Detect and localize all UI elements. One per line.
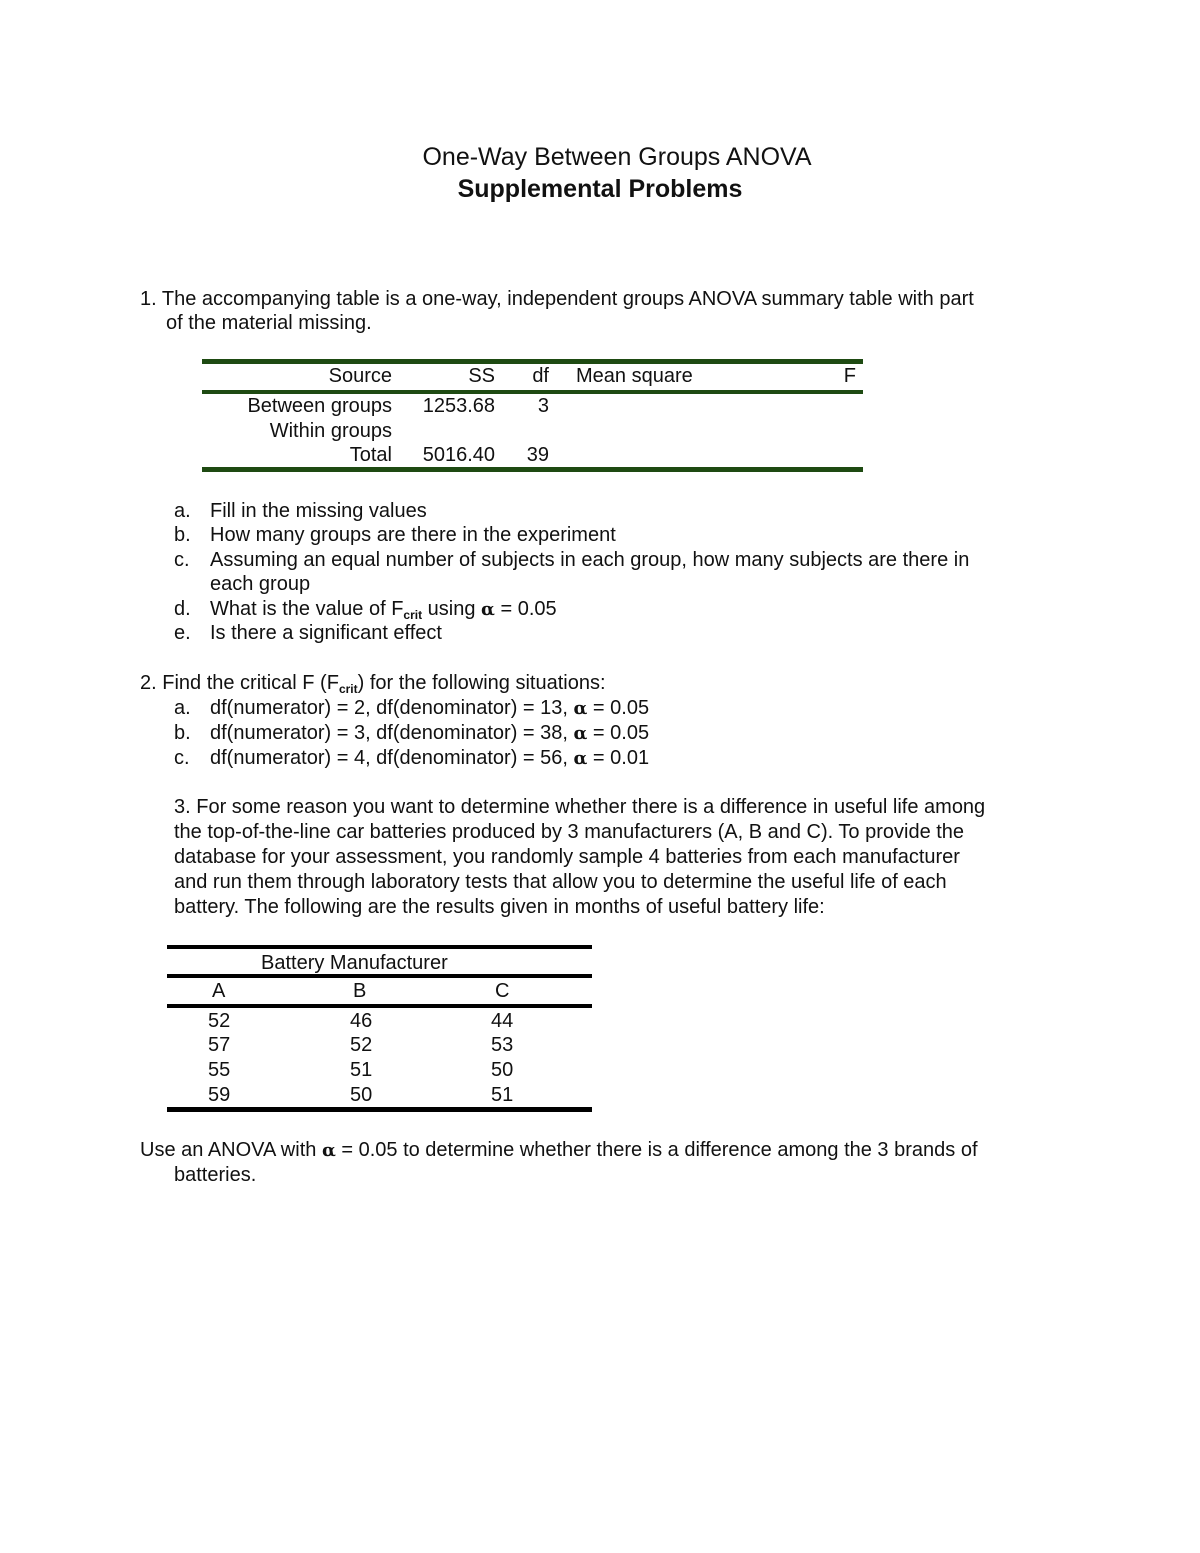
table-cell: 46: [350, 1010, 373, 1032]
table-cell: 55: [208, 1059, 231, 1081]
problem3-line1: 3. For some reason you want to determine whether there is a difference in useful life among: [174, 796, 986, 818]
problem2-a-pre: df(numerator) = 2, df(denominator) = 13,: [210, 697, 574, 719]
question-b-text: How many groups are there in the experiment: [210, 524, 616, 546]
problem2-c-letter: c.: [174, 747, 190, 769]
table-cell: 57: [208, 1034, 231, 1056]
question-b-letter: b.: [174, 524, 191, 546]
question-d-post: = 0.05: [494, 598, 557, 620]
problem2-c-alpha: α: [573, 748, 588, 769]
problem2-a-alpha: α: [573, 698, 588, 719]
question-d-subscript: crit: [403, 608, 423, 622]
header-ss: SS: [468, 365, 495, 387]
row-between-df: 3: [537, 395, 549, 417]
question-d-pre: What is the value of F: [210, 598, 404, 620]
table-top-rule: [202, 359, 863, 364]
problem3-line3: database for your assessment, you randomly sample 4 batteries from each manufacturer: [174, 846, 960, 868]
question-d-alpha: α: [481, 599, 495, 620]
problem2-intro-post: ) for the following situations:: [357, 672, 606, 694]
header-mean-square: Mean square: [576, 365, 693, 387]
closing-pre: Use an ANOVA with: [140, 1139, 322, 1161]
header-f: F: [843, 365, 856, 387]
question-d-letter: d.: [174, 598, 191, 620]
problem2-intro-subscript: crit: [338, 682, 358, 696]
problem2-a-post: = 0.05: [587, 697, 650, 719]
row-between-source: Between groups: [247, 395, 392, 417]
battery-group-header: Battery Manufacturer: [261, 952, 448, 974]
closing-post: = 0.05 to determine whether there is a difference among the 3 brands of: [335, 1139, 978, 1161]
battery-group-rule: [167, 974, 592, 978]
battery-col-a: A: [212, 980, 226, 1002]
question-d-mid: using: [422, 598, 482, 620]
battery-col-b: B: [353, 980, 367, 1002]
question-a-text: Fill in the missing values: [210, 500, 427, 522]
row-total-ss: 5016.40: [422, 444, 495, 466]
header-source: Source: [328, 365, 392, 387]
row-total-source: Total: [349, 444, 392, 466]
closing-instruction-line1: [140, 1138, 978, 1163]
row-total-df: 39: [526, 444, 549, 466]
problem1-intro-line2: of the material missing.: [166, 312, 372, 334]
question-e-text: Is there a significant effect: [210, 622, 442, 644]
problem2-a-letter: a.: [174, 697, 191, 719]
problem2-intro-pre: 2. Find the critical F (F: [140, 672, 339, 694]
table-cell: 50: [350, 1084, 373, 1106]
table-header-rule: [202, 390, 863, 394]
battery-bottom-rule: [167, 1107, 592, 1112]
table-cell: 51: [350, 1059, 373, 1081]
problem3-line5: battery. The following are the results given in months of useful battery life:: [174, 896, 825, 918]
problem2-b-alpha: α: [573, 723, 588, 744]
table-cell: 53: [491, 1034, 514, 1056]
battery-header-rule: [167, 1004, 592, 1008]
document-subtitle: Supplemental Problems: [457, 175, 743, 203]
problem2-a-text: [210, 696, 649, 721]
question-e-letter: e.: [174, 622, 191, 644]
table-cell: 50: [491, 1059, 514, 1081]
closing-alpha: α: [321, 1140, 336, 1161]
question-c-text-line1: Assuming an equal number of subjects in each group, how many subjects are there in: [210, 549, 970, 571]
question-c-letter: c.: [174, 549, 190, 571]
problem2-b-pre: df(numerator) = 3, df(denominator) = 38,: [210, 722, 574, 744]
table-cell: 51: [491, 1084, 514, 1106]
problem2-b-post: = 0.05: [587, 722, 650, 744]
table-cell: 59: [208, 1084, 231, 1106]
row-between-ss: 1253.68: [422, 395, 495, 417]
row-within-source: Within groups: [269, 420, 392, 442]
problem2-b-letter: b.: [174, 722, 191, 744]
table-cell: 52: [208, 1010, 231, 1032]
battery-col-c: C: [495, 980, 510, 1002]
closing-instruction-line2: batteries.: [174, 1164, 257, 1186]
problem2-c-post: = 0.01: [587, 747, 650, 769]
document-title: One-Way Between Groups ANOVA: [422, 143, 812, 171]
problem3-line2: the top-of-the-line car batteries produced by 3 manufacturers (A, B and C). To provide the: [174, 821, 965, 843]
table-bottom-rule: [202, 467, 863, 472]
problem3-line4: and run them through laboratory tests that allow you to determine the useful life of each: [174, 871, 947, 893]
problem2-c-pre: df(numerator) = 4, df(denominator) = 56,: [210, 747, 574, 769]
problem2-b-text: [210, 721, 649, 746]
problem1-intro-line1: 1. The accompanying table is a one-way, independent groups ANOVA summary table with part: [140, 288, 974, 310]
question-a-letter: a.: [174, 500, 191, 522]
header-df: df: [532, 365, 549, 387]
table-cell: 44: [491, 1010, 514, 1032]
battery-top-rule: [167, 945, 592, 949]
problem2-c-text: [210, 746, 649, 771]
question-c-text-line2: each group: [210, 573, 311, 595]
table-cell: 52: [350, 1034, 373, 1056]
